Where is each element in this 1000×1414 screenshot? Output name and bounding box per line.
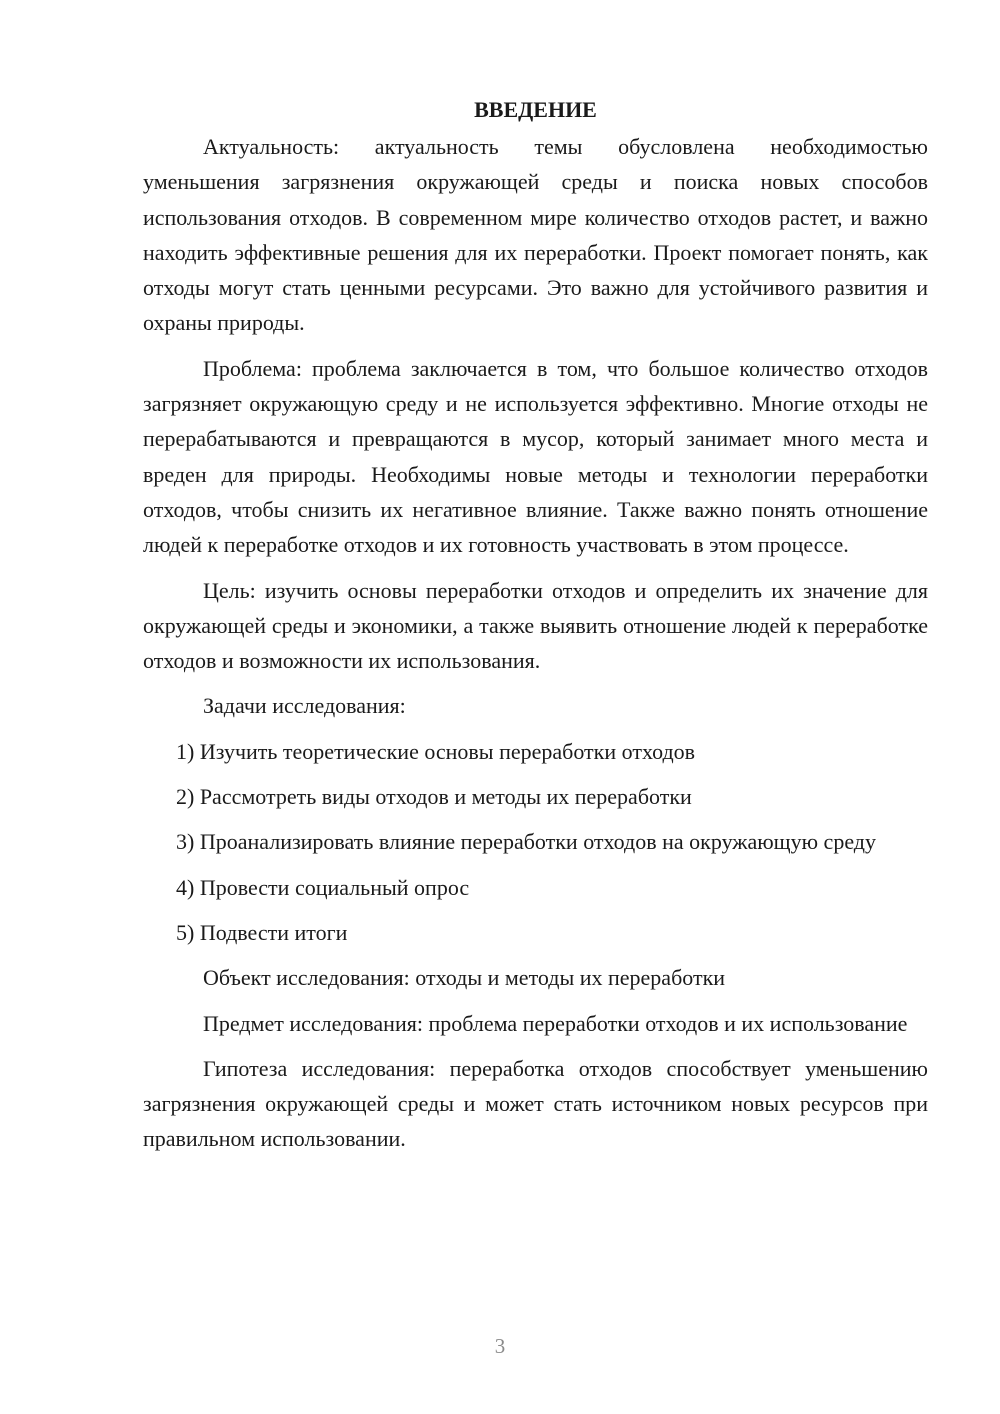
task-item-4: 4) Провести социальный опрос — [176, 874, 470, 900]
task-item-3: 3) Проанализировать влияние переработки отходов на окружающую среду — [176, 829, 876, 855]
problem-paragraph: Проблема: проблема заключается в том, что большое количество отходов загрязняет окружающую среду и не используется эффективно. Многие отходы не перерабатываются и превращаются в мусор, который занимает много места и вреден для природы. Необходимы новые методы и технологии переработки отходов, чтобы снизить их негативное влияние. Также важно понять отношение людей к переработке отходов и их готовность участвовать в этом процессе. — [143, 355, 928, 558]
relevance-paragraph: Актуальность: актуальность темы обусловлена необходимостью уменьшения загрязнения окружающей среды и поиска новых способов использования отходов. В современном мире количество отходов растет, и важно находить эффективные решения для их переработки. Проект помогает понять, как отходы могут стать ценными ресурсами. Это важно для устойчивого развития и охраны природы. — [143, 134, 928, 336]
page-number: 3 — [494, 1334, 506, 1358]
task-item-5: 5) Подвести итоги — [176, 919, 348, 945]
page-title: ВВЕДЕНИЕ — [474, 97, 597, 122]
hypothesis-paragraph: Гипотеза исследования: переработка отходов способствует уменьшению загрязнения окружающей среды и может стать источником новых ресурсов при правильном использовании. — [143, 1055, 928, 1152]
task-item-1: 1) Изучить теоретические основы переработки отходов — [176, 738, 696, 764]
tasks-heading: Задачи исследования: — [203, 693, 406, 719]
goal-paragraph: Цель: изучить основы переработки отходов и определить их значение для окружающей среды и экономики, а также выявить отношение людей к переработке отходов и возможности их использования. — [143, 577, 928, 674]
document-page — [143, 92, 928, 1157]
research-subject-paragraph: Предмет исследования: проблема переработки отходов и их использование — [203, 1010, 908, 1036]
research-object-paragraph: Объект исследования: отходы и методы их переработки — [203, 965, 726, 991]
task-item-2: 2) Рассмотреть виды отходов и методы их переработки — [176, 784, 692, 810]
